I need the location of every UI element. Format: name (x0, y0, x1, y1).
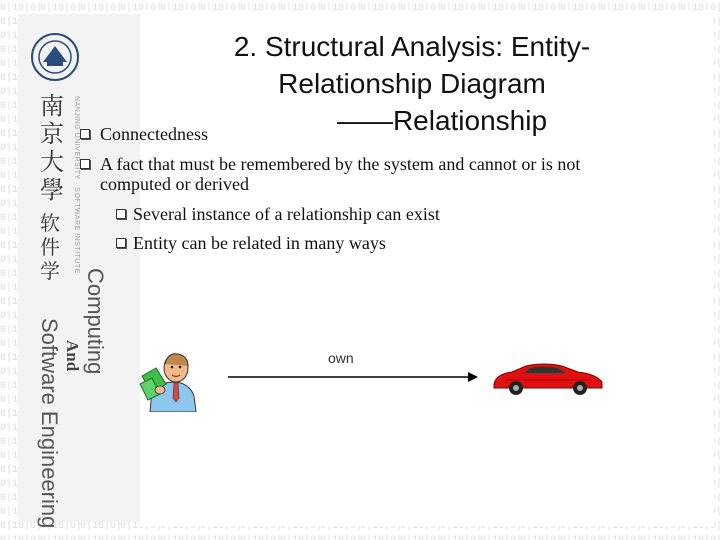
bullet-connectedness: Connectedness (100, 124, 208, 144)
relationship-arrow (228, 370, 478, 384)
svg-text:学: 学 (40, 259, 60, 283)
svg-text:软: 软 (40, 211, 60, 235)
title-line-3: ——Relationship (336, 105, 548, 136)
institute-cn-lettering (36, 88, 72, 288)
sub-bullet-many-ways: Entity can be related in many ways (133, 233, 386, 253)
svg-text:京: 京 (40, 120, 64, 148)
and-label: And (63, 340, 82, 372)
red-sports-car-icon (492, 362, 604, 396)
person-holding-money-icon (138, 350, 198, 412)
university-logo (30, 32, 80, 82)
bullet-checkbox-icon (80, 159, 90, 169)
computing-label: Computing (83, 268, 108, 375)
slide-title (214, 28, 610, 139)
bullet-fact-line-1: A fact that must be remembered by the system and cannot or is not (100, 154, 581, 174)
title-line-2: Relationship Diagram (278, 68, 546, 99)
svg-text:學: 學 (40, 176, 64, 204)
bullet-fact-line-2: computed or derived (100, 174, 249, 194)
svg-text:南: 南 (40, 92, 64, 120)
relationship-label: own (328, 350, 354, 366)
sub-bullet-checkbox-icon (116, 209, 126, 219)
bullet-fact (100, 154, 660, 194)
sub-bullet-several-instances: Several instance of a relationship can exist (133, 204, 440, 224)
sub-bullet-checkbox-icon (116, 238, 126, 248)
svg-text:件: 件 (40, 235, 60, 259)
institute-en: NANJING UNIVERSITY · SOFTWARE INSTITUTE (73, 96, 80, 274)
bullet-checkbox-icon (80, 129, 90, 139)
software-engineering-label: Software Engineering (37, 318, 62, 529)
svg-text:大: 大 (40, 148, 64, 176)
title-line-1: 2. Structural Analysis: Entity- (233, 31, 591, 62)
